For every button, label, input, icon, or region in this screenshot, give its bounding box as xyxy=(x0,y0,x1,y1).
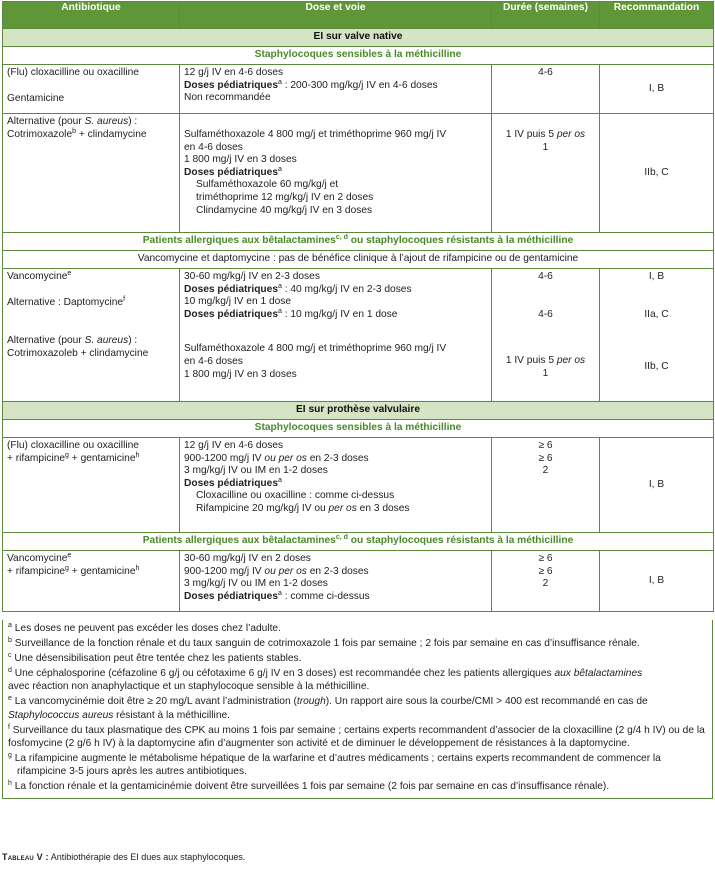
dose-line: Clindamycine 40 mg/kg/j IV en 3 doses xyxy=(196,204,373,216)
text: + gentamicine xyxy=(68,452,136,464)
text: en 2-3 doses xyxy=(306,565,369,577)
cell-recommandation: I, B xyxy=(600,551,714,612)
dose-line xyxy=(184,591,487,604)
text: + gentamicine xyxy=(68,565,136,577)
duree-line: 4-6 xyxy=(538,271,553,282)
footnote-text: aux bêtalactamines xyxy=(554,668,643,680)
text: ou staphylocoques résistants à la méthicilline xyxy=(347,235,574,247)
subheader-title xyxy=(3,233,714,251)
header-recommandation: Recommandation xyxy=(600,2,714,29)
footnote-c xyxy=(8,652,707,665)
text: 900-1200 mg/j IV xyxy=(184,565,265,577)
footnote-d xyxy=(8,667,707,693)
duree-line xyxy=(496,355,595,368)
duree-line: 1 xyxy=(542,141,549,153)
cell-antibiotique xyxy=(3,65,180,114)
text: Vancomycine xyxy=(7,271,68,282)
header-dose: Dose et voie xyxy=(180,2,492,29)
text: Rifampicine 20 mg/kg/j IV ou xyxy=(196,502,329,514)
dose-line: en 4-6 doses xyxy=(184,355,243,367)
footnote-marker: h xyxy=(8,780,12,788)
text: Patients allergiques aux bêtalactamines xyxy=(142,235,336,247)
dose-line: 1 800 mg/j IV en 3 doses xyxy=(184,154,297,166)
duree-line: 4-6 xyxy=(538,308,553,320)
dose-value: : 10 mg/kg/j IV en 1 dose xyxy=(281,308,398,320)
note-text: Vancomycine et daptomycine : pas de bénéfice clinique à l’ajout de rifampicine ou de gentamicine xyxy=(3,251,714,269)
text: Vancomycine xyxy=(7,553,68,564)
antibiotic-name xyxy=(7,566,175,579)
header-antibiotique: Antibiotique xyxy=(3,2,180,29)
text: S. aureus xyxy=(84,335,129,347)
footnote-text: Surveillance du taux plasmatique des CPK au moins 1 fois par semaine ; certains experts recommandent d’associer de la cloxacilline (2 g/4 h IV) ou de la fosfomycine (2 g/6 h IV) à la daptomycine afin d’augmenter son activité et de diminuer le développement de résistances à la daptomycine. xyxy=(8,724,705,749)
footnote-marker: c xyxy=(8,652,12,660)
cell-dose xyxy=(180,269,492,402)
cell-antibiotique xyxy=(3,551,180,612)
dose-line: 10 mg/kg/j IV en 1 dose xyxy=(184,296,292,308)
table-header-row xyxy=(3,2,714,29)
footnote-ref: a xyxy=(277,165,282,173)
dose-line: Sulfaméthoxazole 60 mg/kg/j et xyxy=(196,179,339,191)
footnote-ref: h xyxy=(135,564,140,572)
cell-antibiotique xyxy=(3,114,180,233)
footnote-ref: c, d xyxy=(335,534,348,542)
dose-value: : 40 mg/kg/j IV en 2-3 doses xyxy=(281,283,412,295)
subheader-title xyxy=(3,533,714,551)
footnote-marker: d xyxy=(8,667,12,675)
text: 1 IV puis 5 xyxy=(505,129,557,140)
table-row xyxy=(3,551,714,612)
text: S. aureus xyxy=(84,116,129,127)
dose-line: 30-60 mg/kg/j IV en 2-3 doses xyxy=(184,271,320,282)
antibiotic-name: Gentamicine xyxy=(7,92,65,104)
dose-label: Doses pédiatriques xyxy=(184,166,278,178)
text: ou per os xyxy=(264,452,307,464)
footnote-marker: e xyxy=(8,695,12,703)
table-row xyxy=(3,438,714,533)
footnote-a xyxy=(8,622,707,635)
duree-line xyxy=(496,129,595,142)
text: Patients allergiques aux bêtalactamines xyxy=(142,535,336,547)
reco-line: I, B xyxy=(648,271,665,282)
footnote-text: avec réaction non anaphylactique et un staphylocoque sensible à la méthicilline. xyxy=(8,681,370,693)
antibiotic-name xyxy=(7,129,175,142)
dose-line: 3 mg/kg/j IV ou IM en 1-2 doses xyxy=(184,578,328,590)
antibiotic-name xyxy=(7,553,175,566)
antibiotic-name xyxy=(7,116,175,129)
footnote-ref: a xyxy=(277,307,282,315)
footnote-text: Surveillance de la fonction rénale et du taux sanguin de cotrimoxazole 1 fois par semaine ; 2 fois par semaine en cas d’insuffisance rénale. xyxy=(14,638,640,650)
cell-dose xyxy=(180,65,492,114)
footnote-marker: f xyxy=(8,723,10,731)
footnote-ref: e xyxy=(67,270,72,277)
text: Alternative : Daptomycine xyxy=(7,296,124,308)
antibiotic-name xyxy=(7,335,175,348)
dose-label: Doses pédiatriques xyxy=(184,590,278,602)
text: Alternative (pour xyxy=(7,116,85,127)
duree-line: 2 xyxy=(542,465,549,477)
dose-label: Doses pédiatriques xyxy=(184,477,278,489)
text: ou staphylocoques résistants à la méthicilline xyxy=(347,535,574,547)
table-row xyxy=(3,269,714,402)
footnote-text: La fonction rénale et la gentamicinémie doivent être surveillées 1 fois par semaine (2 fois par semaine en cas d’insuffisance rénale). xyxy=(14,781,610,793)
footnote-g xyxy=(8,752,707,778)
cell-recommandation: I, B xyxy=(600,65,714,114)
footnote-h xyxy=(8,780,707,793)
footnote-text: trough xyxy=(296,696,326,708)
antibiotic-name xyxy=(7,271,175,284)
footnote-ref: a xyxy=(277,476,282,484)
subheader-row xyxy=(3,233,714,251)
footnote-ref: a xyxy=(277,589,282,597)
section-title: EI sur prothèse valvulaire xyxy=(3,402,714,420)
text: en 2-3 doses xyxy=(306,452,369,464)
dose-line: 3 mg/kg/j IV ou IM en 1-2 doses xyxy=(184,465,328,477)
dose-line: 1 800 mg/j IV en 3 doses xyxy=(184,368,297,380)
antibiotic-name: (Flu) cloxacilline ou oxacilline xyxy=(7,67,139,78)
reco-line: IIa, C xyxy=(644,308,669,320)
dose-line: Sulfaméthoxazole 4 800 mg/j et triméthoprime 960 mg/j IV xyxy=(184,343,447,355)
footnotes xyxy=(2,620,713,799)
footnote-ref: b xyxy=(72,127,77,135)
dose-line xyxy=(184,453,487,466)
antibiotic-name: Cotrimoxazoleb + clindamycine xyxy=(7,347,149,359)
footnote-text: La rifampicine augmente le métabolisme hépatique de la warfarine et d’autres médicaments ; certains experts recommandent de commencer la rifampicine 3-5 jours après les autres antibiotiques. xyxy=(14,752,661,777)
cell-antibiotique xyxy=(3,438,180,533)
footnote-text: Une céphalosporine (céfazoline 6 g/j ou céfotaxime 6 g/j IV en 3 doses) est recommandée chez les patients allergiques xyxy=(14,668,555,680)
footnote-ref: f xyxy=(123,295,126,303)
duree-line: ≥ 6 xyxy=(538,452,553,464)
dose-line xyxy=(184,167,487,180)
footnote-ref: e xyxy=(67,552,72,559)
table-caption xyxy=(2,852,245,862)
dose-line: Cloxacilline ou oxacilline : comme ci-dessus xyxy=(196,490,395,502)
dose-line xyxy=(184,566,487,579)
antibiotic-name: (Flu) cloxacilline ou oxacilline xyxy=(7,440,139,451)
footnote-ref: a xyxy=(277,78,282,86)
dose-line xyxy=(184,309,487,322)
text: per os xyxy=(328,502,357,514)
subheader-row xyxy=(3,420,714,438)
cell-duree xyxy=(492,269,600,402)
dose-label: Doses pédiatriques xyxy=(184,79,278,91)
dose-label: Doses pédiatriques xyxy=(184,283,278,295)
caption-text: Antibiothérapie des EI dues aux staphylocoques. xyxy=(48,852,246,862)
text: + rifampicine xyxy=(7,565,66,577)
subheader-title: Staphylocoques sensibles à la méthicilline xyxy=(3,47,714,65)
footnote-text: résistant à la méthicilline. xyxy=(113,709,230,721)
dose-line: Sulfaméthoxazole 4 800 mg/j et triméthoprime 960 mg/j IV xyxy=(184,129,447,140)
duree-line: ≥ 6 xyxy=(538,553,553,564)
text: ou per os xyxy=(264,565,307,577)
cell-dose xyxy=(180,114,492,233)
dose-line xyxy=(184,478,487,491)
text: ) : xyxy=(128,335,138,347)
note-row xyxy=(3,251,714,269)
antibiotic-name xyxy=(7,453,175,466)
dose-line xyxy=(184,503,487,516)
dose-line: 12 g/j IV en 4-6 doses xyxy=(184,440,284,451)
duree-line: ≥ 6 xyxy=(538,565,553,577)
dose-line: triméthoprime 12 mg/kg/j IV en 2 doses xyxy=(196,191,374,203)
footnote-text: Une désensibilisation peut être tentée chez les patients stables. xyxy=(14,653,302,665)
dose-line xyxy=(184,80,487,93)
subheader-row xyxy=(3,47,714,65)
footnote-marker: b xyxy=(8,637,12,645)
dose-line: Non recommandée xyxy=(184,92,271,104)
dose-line xyxy=(184,284,487,297)
caption-label: Tableau V : xyxy=(2,852,49,862)
footnote-marker: a xyxy=(8,622,12,629)
footnote-text: La vancomycinémie doit être ≥ 20 mg/L avant l’administration ( xyxy=(14,696,297,708)
section-row-native xyxy=(3,29,714,47)
dose-label: Doses pédiatriques xyxy=(184,308,278,320)
footnote-e xyxy=(8,695,707,721)
dose-line: en 4-6 doses xyxy=(184,141,243,153)
cell-duree xyxy=(492,551,600,612)
footnote-ref: g xyxy=(65,451,69,459)
header-duree: Durée (semaines) xyxy=(492,2,600,29)
dose-line: 12 g/j IV en 4-6 doses xyxy=(184,67,284,78)
duree-line: 2 xyxy=(542,578,549,590)
section-row-prothese xyxy=(3,402,714,420)
footnote-ref: c, d xyxy=(335,234,348,242)
text: + clindamycine xyxy=(76,128,147,140)
cell-recommandation: IIb, C xyxy=(600,114,714,233)
antibiotic-table xyxy=(2,1,714,612)
footnote-ref: g xyxy=(65,564,69,572)
footnote-ref: a xyxy=(277,282,282,290)
table-row xyxy=(3,65,714,114)
text: ) : xyxy=(128,116,138,127)
table-row xyxy=(3,114,714,233)
dose-line: 30-60 mg/kg/j IV en 2 doses xyxy=(184,553,311,564)
dose-value: : 200-300 mg/kg/j IV en 4-6 doses xyxy=(281,79,438,91)
dose-value: : comme ci-dessus xyxy=(281,590,370,602)
cell-duree: 4-6 xyxy=(492,65,600,114)
cell-dose xyxy=(180,438,492,533)
cell-antibiotique xyxy=(3,269,180,402)
section-title: EI sur valve native xyxy=(3,29,714,47)
footnote-ref: h xyxy=(135,451,140,459)
text: Cotrimoxazole xyxy=(7,128,73,140)
text: per os xyxy=(556,355,586,367)
cell-recommandation xyxy=(600,269,714,402)
text: 900-1200 mg/j IV xyxy=(184,452,265,464)
footnote-text: ). Un rapport aire sous la courbe/CMI > 400 est recommandé en cas de xyxy=(325,696,648,708)
footnote-text: Les doses ne peuvent pas excéder les doses chez l’adulte. xyxy=(14,623,281,634)
text: + rifampicine xyxy=(7,452,66,464)
footnote-text: Staphylococcus aureus xyxy=(8,709,114,721)
text: en 3 doses xyxy=(356,502,410,514)
reco-line: IIb, C xyxy=(644,361,669,373)
duree-line: ≥ 6 xyxy=(538,440,553,451)
footnote-f xyxy=(8,724,707,750)
duree-line: 1 xyxy=(542,367,549,379)
cell-dose xyxy=(180,551,492,612)
cell-duree xyxy=(492,438,600,533)
text: per os xyxy=(556,129,586,140)
antibiotic-name xyxy=(7,297,175,310)
subheader-title: Staphylocoques sensibles à la méthicilline xyxy=(3,420,714,438)
footnote-marker: g xyxy=(8,751,12,759)
text: 1 IV puis 5 xyxy=(505,355,557,367)
subheader-row xyxy=(3,533,714,551)
footnote-b xyxy=(8,637,707,650)
cell-duree xyxy=(492,114,600,233)
text: Alternative (pour xyxy=(7,335,85,347)
cell-recommandation: I, B xyxy=(600,438,714,533)
